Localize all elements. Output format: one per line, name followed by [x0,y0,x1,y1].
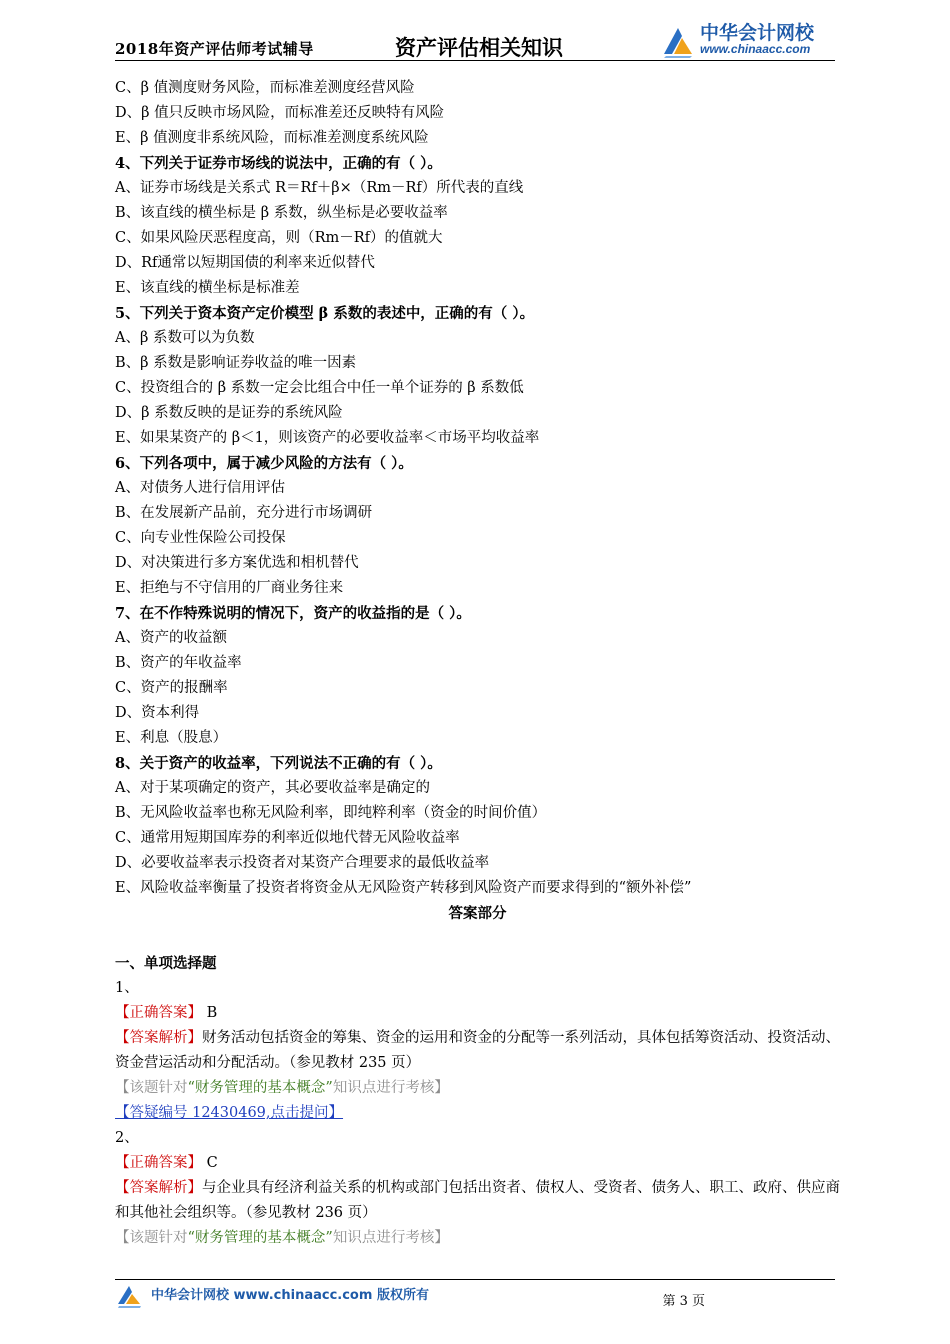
header-divider [115,60,835,61]
option-line: C、β 值测度财务风险，而标准差测度经营风险 [115,80,415,96]
header-exam-title: 2018年资产评估师考试辅导 [115,40,314,58]
footer-divider [115,1279,835,1280]
option-line: B、资产的年收益率 [115,655,242,671]
option-line: D、资本利得 [115,705,200,721]
page-number: 第 3 页 [662,1294,705,1309]
knowledge-point-name: “财务管理的基本概念” [187,1230,333,1246]
option-line: D、β 系数反映的是证券的系统风险 [115,405,343,421]
knowledge-point-note [115,1076,840,1101]
option-line: C、如果风险厌恶程度高，则（Rm－Rf）的值就大 [115,230,443,246]
option-line: B、β 系数是影响证券收益的唯一因素 [115,355,357,371]
answer-subsection-title: 一、单项选择题 [115,955,217,972]
option-line: B、该直线的横坐标是 β 系数，纵坐标是必要收益率 [115,205,448,221]
option-line: A、证券市场线是关系式 R＝Rf＋β×（Rm－Rf）所代表的直线 [115,180,524,196]
analysis-text: 财务活动包括资金的筹集、资金的运用和资金的分配等一系列活动，具体包括筹资活动、投资活动、资金营运活动和分配活动。（参见教材 235 页） [115,1030,840,1071]
correct-answer-row [115,1001,840,1026]
footer-logo-icon [115,1282,145,1308]
knowledge-point-prefix: 【该题针对 [115,1230,188,1246]
correct-answer-label: 【正确答案】 [115,1005,202,1021]
knowledge-point-name: “财务管理的基本概念” [187,1080,333,1096]
ask-question-link[interactable]: 【答疑编号 12430469,点击提问】 [115,1105,344,1121]
correct-answer-value: C [206,1155,218,1171]
option-line: E、拒绝与不守信用的厂商业务往来 [115,580,344,596]
question-4-stem: 4、下列关于证券市场线的说法中，正确的有（ ）。 [115,155,442,172]
question-7-stem: 7、在不作特殊说明的情况下，资产的收益指的是（ ）。 [115,605,471,622]
logo-url: www.chinaacc.com [700,42,811,56]
chinaacc-logo[interactable] [660,18,835,60]
option-line: C、投资组合的 β 系数一定会比组合中任一单个证券的 β 系数低 [115,380,524,396]
knowledge-point-note [115,1226,840,1251]
knowledge-point-suffix: 知识点进行考核】 [332,1230,449,1246]
question-6-stem: 6、下列各项中，属于减少风险的方法有（ ）。 [115,455,413,472]
knowledge-point-prefix: 【该题针对 [115,1080,188,1096]
option-line: A、β 系数可以为负数 [115,330,255,346]
option-line: E、利息（股息） [115,730,228,746]
option-line: B、无风险收益率也称无风险利率，即纯粹利率（资金的时间价值） [115,805,547,821]
option-line: C、向专业性保险公司投保 [115,530,286,546]
answer-section-title: 答案部分 [448,905,507,922]
option-line: A、对债务人进行信用评估 [115,480,285,496]
option-line: C、通常用短期国库券的利率近似地代替无风险收益率 [115,830,460,846]
document-body [115,76,840,1251]
logo-mark-icon [660,20,696,58]
option-line: B、在发展新产品前，充分进行市场调研 [115,505,373,521]
answer-number: 1、 [115,980,139,996]
correct-answer-value: B [206,1005,218,1021]
knowledge-point-suffix: 知识点进行考核】 [332,1080,449,1096]
option-line: A、资产的收益额 [115,630,227,646]
option-line: D、β 值只反映市场风险，而标准差还反映特有风险 [115,105,445,121]
logo-brand-name: 中华会计网校 [700,22,815,44]
question-link-row [115,1101,840,1126]
question-5-stem: 5、下列关于资本资产定价模型 β 系数的表述中，正确的有（ ）。 [115,305,535,322]
analysis-text: 与企业具有经济利益关系的机构或部门包括出资者、债权人、受资者、债务人、职工、政府、供应商和其他社会组织等。（参见教材 236 页） [115,1180,840,1221]
answer-analysis [115,1176,840,1226]
option-line: E、β 值测度非系统风险，而标准差测度系统风险 [115,130,429,146]
option-line: D、必要收益率表示投资者对某资产合理要求的最低收益率 [115,855,490,871]
option-line: E、风险收益率衡量了投资者将资金从无风险资产转移到风险资产而要求得到的“额外补偿” [115,880,692,896]
option-line: A、对于某项确定的资产，其必要收益率是确定的 [115,780,430,796]
option-line: D、对决策进行多方案优选和相机替代 [115,555,359,571]
analysis-label: 【答案解析】 [115,1030,202,1046]
page-header [115,18,835,62]
option-line: C、资产的报酬率 [115,680,228,696]
answer-analysis [115,1026,840,1076]
analysis-label: 【答案解析】 [115,1180,202,1196]
header-subject-title: 资产评估相关知识 [395,35,563,60]
correct-answer-label: 【正确答案】 [115,1155,202,1171]
spacer [115,926,840,951]
page-footer [115,1272,835,1322]
footer-copyright: 中华会计网校 www.chinaacc.com 版权所有 [151,1288,429,1303]
option-line: D、Rf通常以短期国债的利率来近似替代 [115,255,375,271]
option-line: E、该直线的横坐标是标准差 [115,280,300,296]
answer-number: 2、 [115,1130,139,1146]
question-8-stem: 8、关于资产的收益率，下列说法不正确的有（ ）。 [115,755,442,772]
correct-answer-row [115,1151,840,1176]
option-line: E、如果某资产的 β＜1，则该资产的必要收益率＜市场平均收益率 [115,430,540,446]
